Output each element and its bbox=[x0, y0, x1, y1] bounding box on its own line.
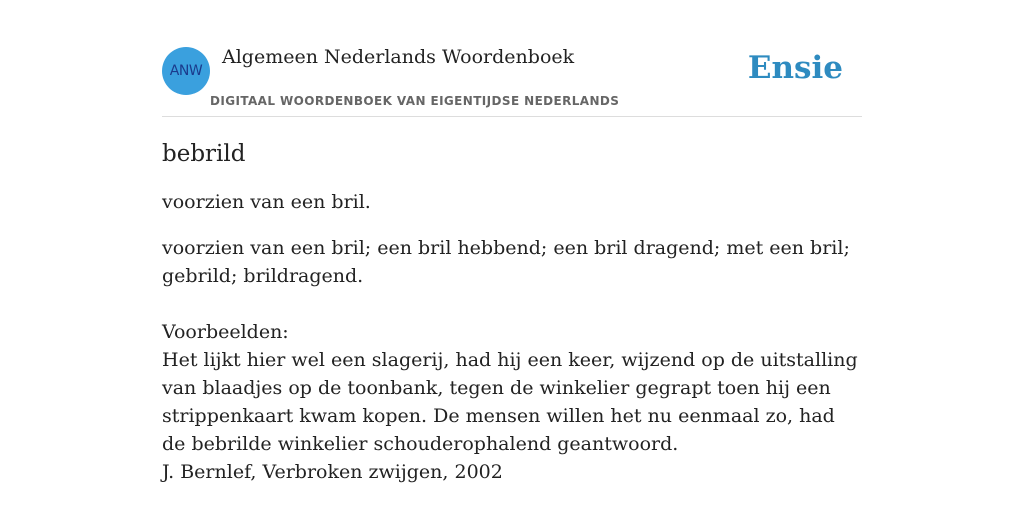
site-subtitle: DIGITAAL WOORDENBOEK VAN EIGENTIJDSE NEDERLANDS bbox=[210, 94, 620, 108]
site-header bbox=[162, 0, 862, 117]
anw-logo[interactable] bbox=[162, 47, 210, 95]
examples-label: Voorbeelden: bbox=[162, 321, 289, 343]
example-quote: Het lijkt hier wel een slagerij, had hij een keer, wijzend op de uitstalling van blaadjes op de toonbank, tegen de winkelier gegrapt toen hij een strippenkaart kwam kopen. De mensen willen het nu eenmaal zo, had de bebrilde winkelier schouderophalend geantwoord. bbox=[162, 349, 858, 455]
site-title[interactable]: Algemeen Nederlands Woordenboek bbox=[222, 46, 575, 68]
example-source: J. Bernlef, Verbroken zwijgen, 2002 bbox=[162, 461, 503, 483]
ensie-brand-logo[interactable]: Ensie bbox=[747, 50, 843, 86]
page-title: bebrild bbox=[162, 141, 246, 167]
long-definition: voorzien van een bril; een bril hebbend; een bril dragend; met een bril; gebrild; brildragend. bbox=[162, 237, 850, 287]
entry-content bbox=[162, 136, 862, 486]
logo-text: ANW bbox=[169, 63, 203, 79]
short-definition: voorzien van een bril. bbox=[162, 191, 371, 213]
